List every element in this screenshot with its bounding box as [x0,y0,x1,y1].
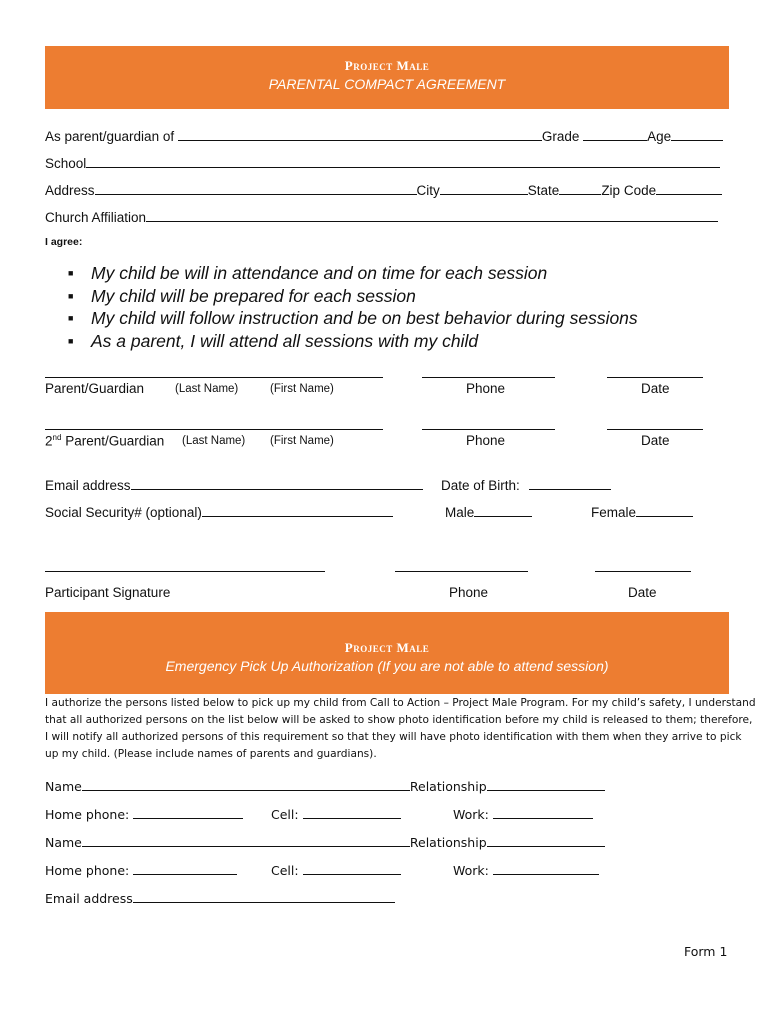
male-label: Male [445,505,475,520]
contact1-name-field[interactable] [82,778,410,791]
participant-signature-line[interactable] [45,571,325,572]
age-label: Age [647,129,672,144]
participant-date-line[interactable] [595,571,691,572]
agree-label: I agree: [45,236,83,248]
emergency-banner [45,612,729,694]
dob-label: Date of Birth: [441,478,520,493]
child-name-field[interactable] [178,128,542,141]
ssn-field[interactable] [202,504,393,517]
parent1-first-name: (First Name) [270,383,334,395]
emergency-email-field[interactable] [133,890,395,903]
contact2-work-label: Work: [453,863,489,878]
parent1-date-label: Date [641,381,670,396]
participant-phone-label: Phone [449,585,489,600]
parent1-date-line[interactable] [607,377,703,378]
parent2-label: 2nd Parent/Guardian [45,433,165,449]
contact2-name-field[interactable] [82,834,410,847]
email-label: Email address [45,478,131,493]
parent2-name-line[interactable] [45,429,383,430]
emergency-email-label: Email address [45,891,133,906]
church-field[interactable] [146,209,718,222]
contact1-relationship-field[interactable] [487,778,605,791]
female-row [591,504,693,520]
contact1-home-label: Home phone: [45,807,130,822]
parent2-phone-label: Phone [466,433,506,448]
parent-of-row [45,128,723,144]
contact2-cell-row [271,862,401,878]
ssn-row [45,504,393,520]
contact1-cell-row [271,806,401,822]
parent2-date-line[interactable] [607,429,703,430]
zip-label: Zip Code [601,183,657,198]
age-field[interactable] [671,128,723,141]
city-label: City [416,183,440,198]
square-bullet-icon: ■ [68,268,74,278]
emergency-subtitle: Emergency Pick Up Authorization (If you are not able to attend session) [165,658,609,674]
address-row [45,182,722,198]
grade-label: Grade [541,129,580,144]
header-subtitle: PARENTAL COMPACT AGREEMENT [268,76,506,92]
school-row [45,155,720,171]
contact2-cell-field[interactable] [303,862,401,875]
contact2-name-label: Name [45,835,82,850]
contact2-work-field[interactable] [493,862,599,875]
church-label: Church Affiliation [45,210,147,225]
city-field[interactable] [440,182,528,195]
contact2-home-field[interactable] [133,862,237,875]
square-bullet-icon: ■ [68,335,74,346]
contact2-relationship-field[interactable] [487,834,605,847]
agree-item: ■ My child will follow instruction and be on best behavior during sessions [68,308,638,328]
participant-phone-line[interactable] [395,571,528,572]
contact2-name-row [45,834,605,850]
authorization-paragraph: I authorize the persons listed below to pick up my child from Call to Action – Project Male Program. For my child’s safety, I understand that all authorized persons on the list below will be asked to show photo identification before my child is released to them; therefore, I will notify all authorized persons of this requirement so that they will have photo identification with them when they arrive to pick up my child. (Please include names of parents and guardians). [45,697,756,760]
contact1-work-field[interactable] [493,806,593,819]
state-label: State [527,183,560,198]
contact1-work-row [453,806,593,822]
contact1-cell-label: Cell: [271,807,299,822]
form-number: Form 1 [684,944,728,959]
contact1-name-row [45,778,605,794]
parent2-phone-line[interactable] [422,429,555,430]
dob-row [441,477,611,493]
parent2-date-label: Date [641,433,670,448]
parent1-label: Parent/Guardian [45,381,145,396]
contact2-home-row [45,862,237,878]
dob-field[interactable] [529,477,611,490]
parent2-first-name: (First Name) [270,435,334,447]
emergency-email-row [45,890,395,906]
participant-date-label: Date [628,585,657,600]
female-field[interactable] [636,504,693,517]
contact2-work-row [453,862,599,878]
church-row [45,209,718,225]
agree-list [68,262,638,352]
parent-of-label: As parent/guardian of [45,129,175,144]
square-bullet-icon: ■ [68,290,74,301]
emergency-title: Project Male [344,640,430,655]
female-label: Female [591,505,637,520]
parent1-phone-line[interactable] [422,377,555,378]
email-field[interactable] [131,477,423,490]
contact1-relationship-label: Relationship [409,779,487,794]
address-label: Address [45,183,95,198]
contact2-cell-label: Cell: [271,863,299,878]
school-field[interactable] [86,155,720,168]
state-field[interactable] [559,182,601,195]
participant-signature-label: Participant Signature [45,585,171,600]
male-row [445,504,532,520]
contact1-home-row [45,806,243,822]
parent1-last-name: (Last Name) [175,383,239,395]
header-title: Project Male [344,58,430,73]
parent2-last-name: (Last Name) [182,435,246,447]
contact1-cell-field[interactable] [303,806,401,819]
agree-item: ■ As a parent, I will attend all sessions with my child [68,330,479,351]
contact1-work-label: Work: [453,807,489,822]
ssn-label: Social Security# (optional) [45,505,202,520]
agree-item: ■ My child will be prepared for each session [68,285,416,306]
male-field[interactable] [474,504,532,517]
header-banner [45,46,729,109]
school-label: School [45,156,87,171]
parent1-phone-label: Phone [466,381,506,396]
contact1-name-label: Name [45,779,82,794]
square-bullet-icon: ■ [68,313,74,323]
zip-field[interactable] [656,182,722,195]
grade-field[interactable] [583,128,647,141]
agree-item: ■ My child be will in attendance and on time for each session [68,263,548,283]
email-row [45,477,423,493]
contact1-home-field[interactable] [133,806,243,819]
contact2-home-label: Home phone: [45,863,130,878]
address-field[interactable] [95,182,417,195]
contact2-relationship-label: Relationship [409,835,487,850]
parent1-name-line[interactable] [45,377,383,378]
